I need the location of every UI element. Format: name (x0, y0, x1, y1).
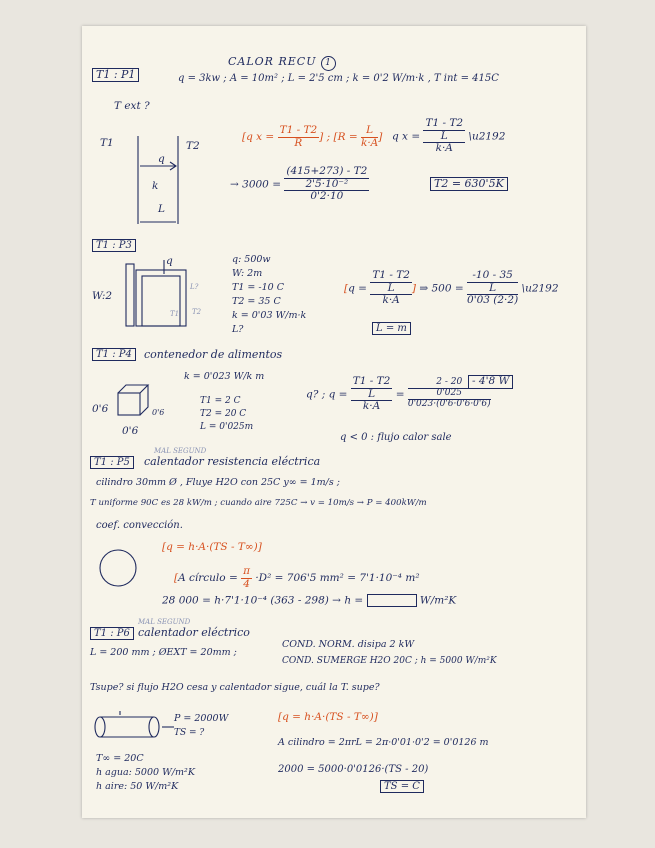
p1-l-label: L (158, 203, 165, 215)
p1-calc-mid: 2'5·10⁻² (284, 179, 369, 192)
p5-line2: T uniforme 90C es 28 kW/m ; cuando aire 725C → v = 10m/s → P = 400kW/m (90, 498, 427, 508)
p3-w-label: W:2 (92, 290, 113, 302)
p4-note: q < 0 : flujo calor sale (340, 432, 452, 443)
p1-formula-q-frac (278, 125, 320, 149)
p6-area: A cilindro = 2πrL = 2π·0'01·0'2 = 0'0126 m (278, 737, 489, 748)
p5-line1: cilindro 30mm Ø , Fluye H2O con 25C y∞ = 1m/s ; (96, 477, 340, 488)
p3-formula-num: T1 - T2 (372, 269, 410, 281)
p5-formula-box: [q = h·A·(TS - T∞)] (162, 541, 262, 553)
p4-k-value: k = 0'023 W/k m (184, 371, 265, 382)
p1-q-label: q (158, 153, 165, 165)
p5-area-rhs: ·D² = 706'5 mm² = 7'1·10⁻⁴ m² (255, 572, 420, 585)
p5-area-frac-den: 4 (243, 577, 250, 590)
p3-value-t1: T1 = -10 C (232, 282, 284, 293)
p3-formula: [q = T1 - T2 L k·A ] ⇒ 500 = -10 - 35 L 0'03 (2·2) \u2192 (344, 269, 559, 307)
p5-calculation (162, 594, 456, 607)
p6-value-h-water: h agua: 5000 W/m²K (96, 767, 195, 778)
p6-formula: q = h·A·(TS - T∞) (282, 711, 374, 723)
p1-r-lhs: R = (337, 131, 358, 144)
p3-formula-den: k·A (382, 294, 400, 307)
p5-result-box (367, 594, 417, 607)
p4-description: contenedor de alimentos (144, 348, 283, 361)
p3-value-t2: T2 = 35 C (232, 296, 281, 307)
p5-area-frac (241, 566, 252, 590)
p4-sub-num: 2 - 20 (408, 378, 491, 389)
p5-cylinder-diagram (98, 546, 146, 594)
p3-values (232, 253, 306, 337)
p1-question: T ext ? (114, 100, 150, 112)
p5-calc-text: 28 000 = h·7'1·10⁻⁴ (363 - 298) → h = (162, 594, 364, 607)
page-title-text: CALOR RECU (228, 55, 317, 68)
p4-cube-diagram (110, 381, 170, 431)
p6-value-tinf: T∞ = 20C (96, 753, 144, 764)
p1-eq2-frac (423, 118, 465, 155)
p1-t2-label: T2 (186, 140, 200, 152)
p1-formula-num: T1 - T2 (279, 124, 318, 136)
p4-equals: = (395, 388, 405, 401)
p1-t1-label: T1 (100, 137, 114, 149)
page-number-circle: 1 (321, 56, 336, 71)
p3-sub-frac (467, 270, 518, 307)
p3-sub-num: -10 - 35 (467, 270, 518, 283)
p4-sub-den: 0'023·(0'6·0'6·0'6) (407, 399, 491, 410)
p4-value-t1: T1 = 2 C (200, 396, 241, 406)
p4-formula-frac (351, 376, 393, 413)
p3-value-w: W: 2m (232, 268, 263, 279)
p1-result: T2 = 630'5K (430, 177, 508, 191)
p3-wall-diagram (122, 256, 212, 336)
p1-k-label: k (152, 180, 159, 192)
paper-sheet (82, 26, 586, 818)
p3-value-l: L? (232, 324, 244, 335)
p5-area-lhs: A círculo = (178, 572, 238, 585)
p6-formula-box: [q = h·A·(TS - T∞)] (278, 711, 378, 723)
p6-value-h-air: h aire: 50 W/m²K (96, 781, 179, 792)
p1-calc-frac (284, 166, 369, 203)
p5-description: calentador resistencia eléctrica (144, 455, 321, 468)
p3-q-label: q (166, 255, 173, 267)
problem-label-p5: T1 : P5 (90, 456, 134, 469)
p1-formula-q: [q x = $\frac{T1 - T2}{R}$ ] ; [R = $\frac{L}{k\cdot A}$ ] (242, 124, 383, 149)
problem-label-p6: T1 : P6 (90, 627, 134, 640)
p5-unit: W/m²K (419, 594, 457, 607)
p1-calc-num: (415+273) - T2 (286, 165, 368, 177)
p6-question: Tsupe? si flujo H2O cesa y calentador sigue, cuál la T. supe? (90, 682, 380, 693)
p4-formula-lhs: q? ; q = (306, 388, 348, 401)
p6-line1: L = 200 mm ; ØEXT = 20mm ; (90, 647, 237, 658)
p1-eq2-lhs: q x = (392, 130, 421, 143)
p1-substituted-formula: q x = T1 - T2 L k·A \u2192 (392, 117, 506, 155)
p6-badge: MAL SEGUND (138, 618, 191, 626)
p3-t2-label: T2 (192, 308, 202, 316)
p1-calc-lhs: → 3000 = (230, 178, 281, 191)
p3-result: L = m (372, 322, 411, 335)
p1-r-frac (361, 125, 378, 149)
p5-badge: MAL SEGUND (154, 447, 207, 455)
p6-cond-submerged: COND. SUMERGE H2O 20C ; h = 5000 W/m²K (282, 656, 497, 666)
p4-value-t2: T2 = 20 C (200, 409, 247, 419)
p1-given: q = 3kw ; A = 10m² ; L = 2'5 cm ; k = 0'2 W/m·k , T int = 415C (178, 73, 499, 84)
p3-formula-frac (370, 270, 412, 307)
p3-value-q: q: 500w (232, 254, 271, 265)
p4-dim-width: 0'6 (122, 425, 139, 437)
p4-value-l: L = 0'025m (200, 422, 254, 432)
p3-value-k: k = 0'03 W/m·k (232, 310, 307, 321)
p1-formula-q-lhs: q x = (246, 131, 275, 144)
p4-formula-mid: L (351, 389, 393, 402)
p1-calculation (230, 166, 369, 203)
p1-eq2-den: k·A (435, 142, 453, 155)
p6-ts-label: TS = ? (174, 728, 205, 738)
problem-label-p1: T1 : P1 (92, 68, 139, 82)
p4-dim-depth: 0'6 (152, 408, 165, 417)
p3-t1-label: T1 (170, 310, 180, 318)
p5-area: [A círculo = $\frac{\pi}{4}$ ·D² = 706'5 mm² = 7'1·10⁻⁴ m² (174, 565, 420, 590)
p5-line3: coef. convección. (96, 520, 183, 531)
p5-formula: q = h·A·(TS - T∞) (166, 541, 258, 553)
p1-formula-den: R (294, 136, 303, 149)
p6-cond-normal: COND. NORM. disipa 2 kW (282, 639, 415, 650)
p1-r-den: k·A (360, 136, 379, 149)
p5-area-frac-num: π (243, 565, 250, 577)
p1-r-num: L (361, 125, 378, 138)
p4-formula (306, 376, 491, 413)
p3-sub-den: 0'03 (2·2) (467, 294, 519, 307)
p3-formula-mid: L (370, 283, 412, 296)
p3-formula-lhs: q = (348, 282, 367, 295)
page-title (228, 56, 336, 71)
p3-l-label: L? (190, 283, 199, 291)
problem-label-p4: T1 : P4 (92, 348, 136, 361)
p4-result: - 4'8 W (468, 375, 513, 389)
p1-eq2-mid: L (423, 131, 465, 144)
p1-calc-den: 0'2·10 (310, 190, 344, 203)
p4-formula-den: k·A (362, 400, 381, 413)
p6-power-label: P = 2000W (174, 713, 229, 724)
p6-calculation: 2000 = 5000·0'0126·(TS - 20) (278, 764, 429, 775)
p4-formula-num: T1 - T2 (352, 375, 391, 387)
p4-dim-height: 0'6 (92, 403, 109, 415)
problem-label-p3: T1 : P3 (92, 239, 136, 252)
p4-values (200, 395, 253, 434)
p6-result: TS = C (380, 780, 424, 793)
p6-description: calentador eléctrico (138, 626, 250, 639)
p3-sub-lhs: ⇒ 500 = (419, 282, 464, 295)
p4-sub-mid: 0'025 (408, 389, 491, 400)
p6-values (96, 752, 195, 794)
p3-sub-mid: L (467, 283, 518, 296)
p1-eq2-num: T1 - T2 (425, 117, 464, 129)
